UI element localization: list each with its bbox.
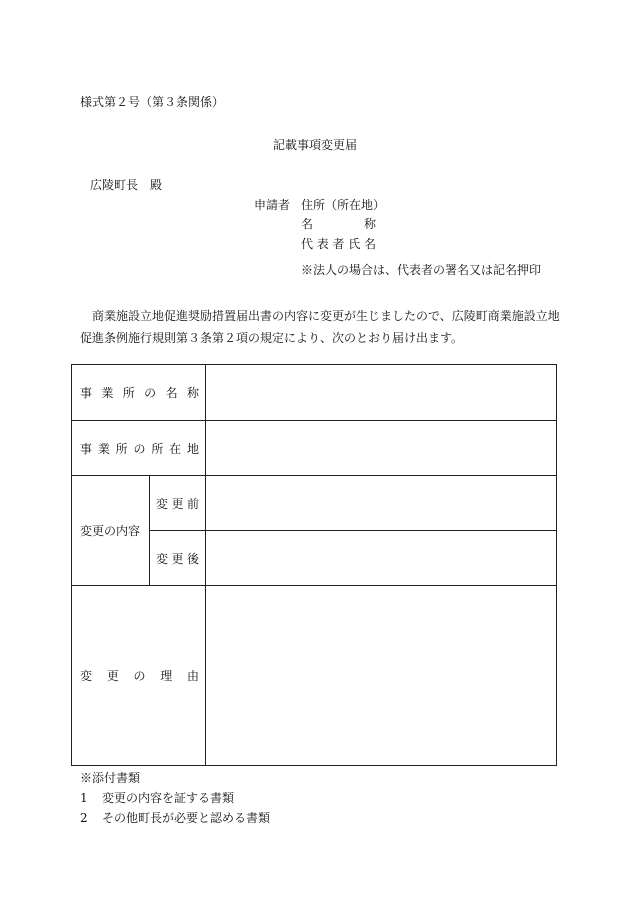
document-title: 記載事項変更届 [272,138,357,152]
attachment-number: 2 [80,811,88,825]
reason-char: 理 [160,669,173,683]
rep-label-char: 代 [301,237,314,251]
attachment-item [80,792,234,804]
after-label-cell [150,531,206,586]
office-name-label-cell [72,365,206,421]
before-char: 更 [171,496,184,511]
reason-field[interactable] [206,586,557,766]
rep-label-char: 表 [316,237,329,251]
office-name-char: 所 [122,386,135,400]
attachment-text: その他町長が必要と認める書類 [102,811,271,825]
corporation-note: ※法人の場合は、代表者の署名又は記名押印 [301,263,542,277]
before-change-field[interactable] [206,476,557,531]
office-location-char: 業 [97,441,110,456]
office-location-field[interactable] [206,421,557,476]
after-char: 後 [186,551,199,566]
attachment-number: 1 [80,791,88,805]
representative-label [301,238,376,250]
office-location-label-cell [72,421,206,476]
name-label [301,218,376,230]
reason-char: 変 [80,669,93,683]
applicant-label: 申請者 [254,198,291,212]
office-location-char: 所 [115,441,128,456]
office-location-char: 在 [169,441,182,456]
office-name-char: 事 [80,386,93,400]
attachments-title: ※添付書類 [80,771,141,785]
office-name-char: 名 [165,386,178,400]
attachment-item [80,812,270,824]
change-content-label: 変更の内容 [72,476,150,586]
attachment-text: 変更の内容を証する書類 [102,791,235,805]
office-name-field[interactable] [206,365,557,421]
after-change-field[interactable] [206,531,557,586]
before-char: 変 [156,496,169,511]
name-label-char: 称 [363,217,376,231]
addressee: 広陵町長 殿 [90,178,163,192]
office-location-char: 事 [80,441,93,456]
rep-label-char: 者 [332,237,345,251]
name-label-char: 名 [301,217,314,231]
body-text: 商業施設立地促進奨励措置届出書の内容に変更が生じましたので、広陵町商業施設立地促進条例施行規則第３条第２項の規定により、次のとおり届け出ます。 [80,309,560,345]
after-char: 更 [171,551,184,566]
rep-label-char: 氏 [348,237,361,251]
office-location-char: 所 [151,441,164,456]
before-char: 前 [186,496,199,511]
office-name-char: 称 [186,386,199,400]
change-form-table [71,364,557,766]
rep-label-char: 名 [363,237,376,251]
address-label: 住所（所在地） [301,198,386,212]
office-name-char: の [144,386,157,400]
reason-label-cell [72,586,206,766]
office-location-char: 地 [186,441,199,456]
reason-char: 由 [186,669,199,683]
reason-char: の [133,669,146,683]
office-name-char: 業 [101,386,114,400]
form-number: 様式第２号（第３条関係） [80,95,225,109]
after-char: 変 [156,551,169,566]
office-location-char: の [133,441,146,456]
reason-char: 更 [106,669,119,683]
before-label-cell [150,476,206,531]
